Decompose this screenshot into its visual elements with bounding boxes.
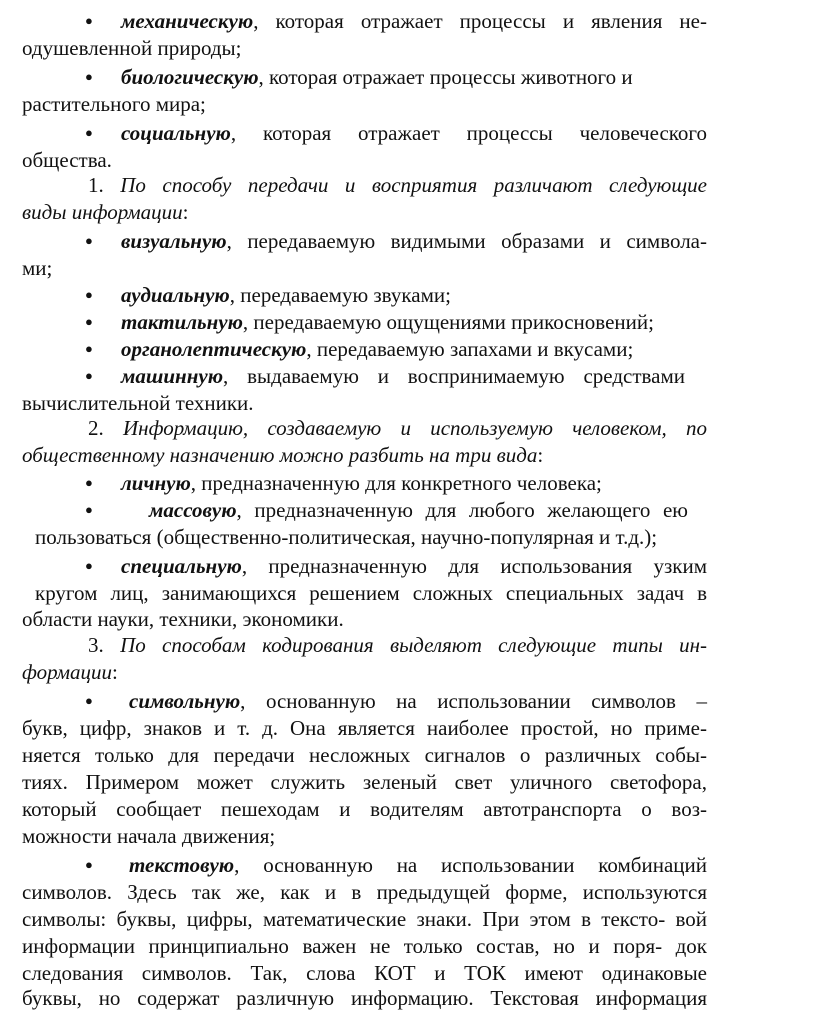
bullet-icon: ● — [85, 125, 93, 140]
text-line: ми; — [22, 256, 53, 280]
bullet-icon: ● — [85, 314, 93, 329]
text-line: области науки, техники, экономики. — [22, 607, 344, 631]
text-line: следования символов. Так, слова КОТ и ТОК имеют одинаковые — [22, 961, 707, 985]
text-line: который сообщает пешеходам и водителям автотранспорта о воз- — [22, 797, 707, 821]
text-line: информации принципиально важен не только состав, но и поря- док — [22, 934, 707, 958]
text-line: няется только для передачи несложных сигналов о различных собы- — [22, 743, 707, 767]
text-line: тиях. Примером может служить зеленый свет уличного светофора, — [22, 770, 707, 794]
text-line: общественному назначению можно разбить на три вида: — [22, 443, 544, 467]
list-item: ● механическую, которая отражает процессы и явления не- — [85, 9, 707, 33]
bullet-icon: ● — [85, 693, 93, 708]
text-line: общества. — [22, 148, 112, 172]
list-item: ● текстовую, основанную на использовании комбинаций — [85, 853, 707, 877]
text-line: буквы, но содержат различную информацию. Текстовая информация — [22, 986, 707, 1010]
list-item: ● личную, предназначенную для конкретного человека; — [85, 471, 602, 495]
numbered-heading: 2. Информацию, создаваемую и используемую человеком, по — [88, 416, 707, 440]
bullet-icon: ● — [85, 475, 93, 490]
list-item: ● визуальную, передаваемую видимыми образами и символа- — [85, 229, 707, 253]
numbered-heading: 3. По способам кодирования выделяют следующие типы ин- — [88, 633, 707, 657]
bullet-icon: ● — [85, 368, 93, 383]
numbered-heading: 1. По способу передачи и восприятия различают следующие — [88, 173, 707, 197]
text-line: кругом лиц, занимающихся решением сложных специальных задач в — [35, 581, 707, 605]
list-item: ● тактильную, передаваемую ощущениями прикосновений; — [85, 310, 654, 334]
bullet-icon: ● — [85, 341, 93, 356]
bullet-icon: ● — [85, 287, 93, 302]
list-item: ● специальную, предназначенную для использования узким — [85, 554, 707, 578]
bullet-icon: ● — [85, 558, 93, 573]
text-line: пользоваться (общественно-политическая, научно-популярная и т.д.); — [35, 525, 658, 549]
bullet-icon: ● — [85, 69, 93, 84]
text-line: виды информации: — [22, 200, 189, 224]
list-item: ● аудиальную, передаваемую звуками; — [85, 283, 451, 307]
text-line: символы: буквы, цифры, математические знаки. При этом в тексто- вой — [22, 907, 707, 931]
text-line: формации: — [22, 660, 118, 684]
list-item: ● социальную, которая отражает процессы человеческого — [85, 121, 707, 145]
text-line: символов. Здесь так же, как и в предыдущей форме, используются — [22, 880, 707, 904]
text-line: можности начала движения; — [22, 824, 276, 848]
list-item: ● органолептическую, передаваемую запахами и вкусами; — [85, 337, 634, 361]
bullet-icon: ● — [85, 857, 93, 872]
list-item: ● биологическую, которая отражает процессы животного и — [85, 65, 633, 89]
text-line: растительного мира; — [22, 92, 206, 116]
bullet-icon: ● — [85, 233, 93, 248]
list-item: ● массовую, предназначенную для любого желающего ею — [85, 498, 688, 522]
text-line: одушевленной природы; — [22, 36, 242, 60]
text-line: вычислительной техники. — [22, 391, 254, 415]
bullet-icon: ● — [85, 13, 93, 28]
list-item: ● символьную, основанную на использовании символов – — [85, 689, 707, 713]
list-item: ● машинную, выдаваемую и воспринимаемую средствами — [85, 364, 685, 388]
bullet-icon: ● — [85, 502, 93, 517]
text-line: букв, цифр, знаков и т. д. Она является наиболее простой, но приме- — [22, 716, 707, 740]
